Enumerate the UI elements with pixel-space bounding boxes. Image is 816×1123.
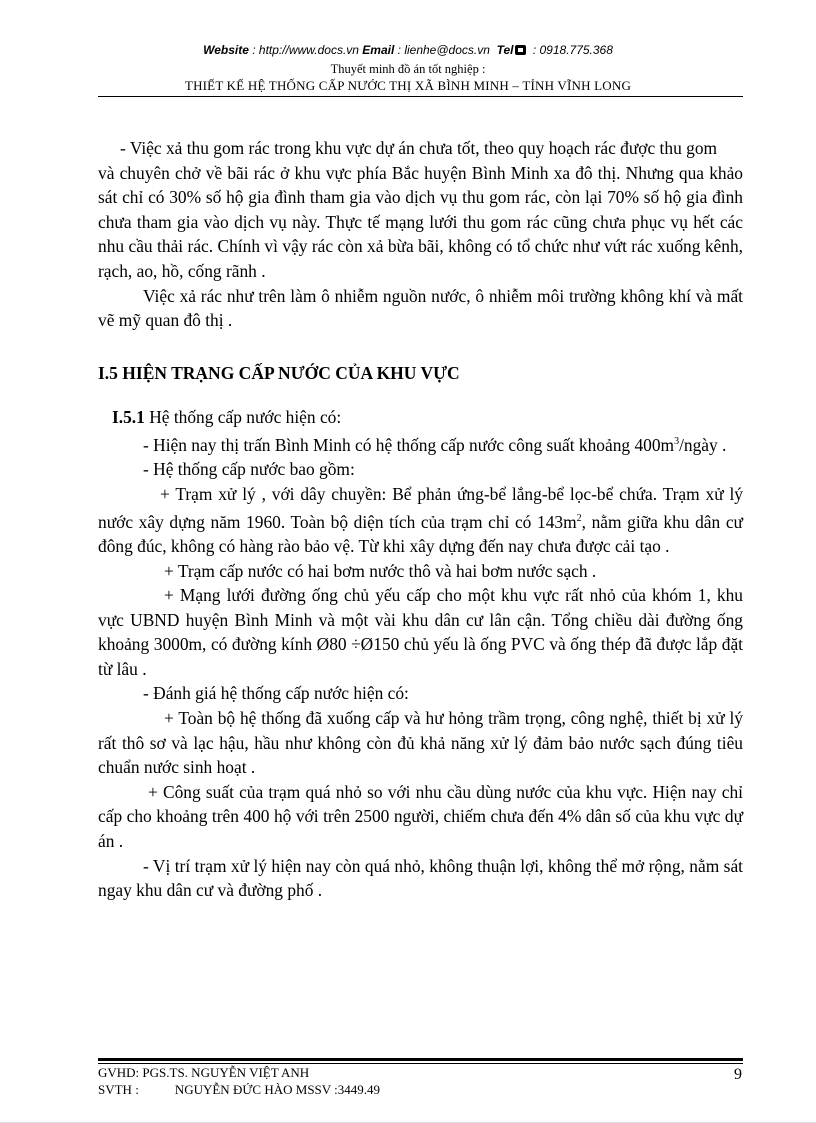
footer-advisor: GVHD: PGS.TS. NGUYỄN VIỆT ANH — [98, 1065, 310, 1080]
paragraph-11: + Công suất của trạm quá nhỏ so với nhu cầu dùng nước của khu vực. Hiện nay chỉ cấp cho khoảng trên 400 hộ với trên 2500 người, chiếm chưa đến 4% dân số của khu vực dự án . — [98, 781, 743, 852]
tel-label: Tel — [496, 43, 514, 57]
email-sep: : — [394, 43, 405, 57]
paragraph-9: - Đánh giá hệ thống cấp nước hiện có: — [143, 683, 409, 704]
email-value[interactable]: lienhe@docs.vn — [404, 43, 490, 57]
paragraph-10: + Toàn bộ hệ thống đã xuống cấp và hư hỏng trầm trọng, công nghệ, thiết bị xử lý rất thô sơ và lạc hậu, hầu như không còn đủ khả năng xử lý đảm bảo nước sạch đúng tiêu chuẩn nước sinh hoạt . — [98, 708, 743, 778]
footer-divider-thick — [98, 1058, 743, 1061]
footer-student-value: NGUYỄN ĐỨC HÀO MSSV :3449.49 — [174, 1082, 381, 1097]
paragraph-4 — [98, 430, 743, 457]
website-sep: : — [248, 43, 259, 57]
paragraph-6 — [98, 482, 743, 559]
footer-divider-thin — [98, 1063, 743, 1064]
superscript-2: 2 — [576, 512, 582, 524]
paragraph-3: Việc xả rác như trên làm ô nhiễm nguồn nước, ô nhiễm môi trường không khí và mất vẽ mỹ quan đô thị . — [98, 285, 743, 331]
doc-title: THIẾT KẾ HỆ THỐNG CẤP NƯỚC THỊ XÃ BÌNH MINH – TỈNH VĨNH LONG — [184, 78, 632, 93]
paragraph-2: và chuyên chở về bãi rác ở khu vực phía Bắc huyện Bình Minh xa đô thị. Nhưng qua khảo sát chỉ có 30% số hộ gia đình tham gia vào dịch vụ thu gom rác, còn lại 70% số hộ gia đình chưa tham gia vào dịch vụ này. Thực tế mạng lưới thu gom rác cũng chưa phục vụ hết các nhu cầu thải rác. Chính vì vậy rác còn xả bừa bãi, không có tổ chức như vứt rác xuống kênh, rạch, ao, hồ, cống rãnh . — [98, 162, 743, 281]
paragraph-6-rest: , nằm giữa khu dân cư đông đúc, không có hàng rào bảo vệ. Từ khi xây dựng đến nay chưa được cải tạo . — [98, 511, 743, 556]
header-divider — [98, 96, 743, 97]
tel-value: 0918.775.368 — [539, 43, 613, 57]
website-label: Website — [203, 43, 249, 57]
phone-icon — [515, 45, 526, 55]
page-number: 9 — [734, 1066, 742, 1083]
paragraph-8: + Mạng lưới đường ống chủ yếu cấp cho một khu vực rất nhỏ của khóm 1, khu vực UBND huyện Bình Minh và một vài khu dân cư lân cận. Tổng chiều dài đường ống khoảng 3000m, có đường kính Ø80 ÷Ø150 chủ yếu là ống PVC và ống thép đã được lắp đặt từ lâu . — [98, 585, 743, 679]
subsection-title: Hệ thống cấp nước hiện có: — [144, 407, 342, 428]
website-header-line — [0, 43, 816, 57]
paragraph-4-text: - Hiện nay thị trấn Bình Minh có hệ thống cấp nước công suất khoảng 400m — [143, 434, 675, 455]
website-url[interactable]: http://www.docs.vn — [258, 43, 359, 57]
paragraph-12: - Vị trí trạm xử lý hiện nay còn quá nhỏ, không thuận lợi, không thể mở rộng, nằm sát ngay khu dân cư và đường phố . — [98, 855, 743, 901]
footer-student — [98, 1082, 380, 1098]
footer-student-label: SVTH : — [98, 1082, 139, 1097]
paragraph-6-text: + Trạm xử lý , với dây chuyền: Bể phản ứng-bể lắng-bể lọc-bể chứa. Trạm xử lý nước xây dựng năm 1960. Toàn bộ diện tích của trạm chỉ có 143m — [98, 483, 743, 532]
paragraph-1: - Việc xả thu gom rác trong khu vực dự án chưa tốt, theo quy hoạch rác được thu gom — [120, 138, 718, 158]
paragraph-5: - Hệ thống cấp nước bao gồm: — [143, 459, 355, 480]
page-content — [98, 136, 743, 903]
doc-subtitle: Thuyết minh đồ án tốt nghiệp : — [330, 62, 486, 76]
subsection-heading — [112, 405, 743, 430]
subsection-number: I.5.1 — [112, 407, 145, 428]
section-heading: I.5 HIỆN TRẠNG CẤP NƯỚC CỦA KHU VỰC — [98, 362, 460, 383]
paragraph-4-unit: /ngày . — [679, 434, 727, 455]
paragraph-7: + Trạm cấp nước có hai bơm nước thô và hai bơm nước sạch . — [164, 560, 597, 581]
superscript-3: 3 — [674, 435, 680, 447]
email-label: Email — [362, 43, 395, 57]
tel-sep: : — [529, 43, 540, 57]
